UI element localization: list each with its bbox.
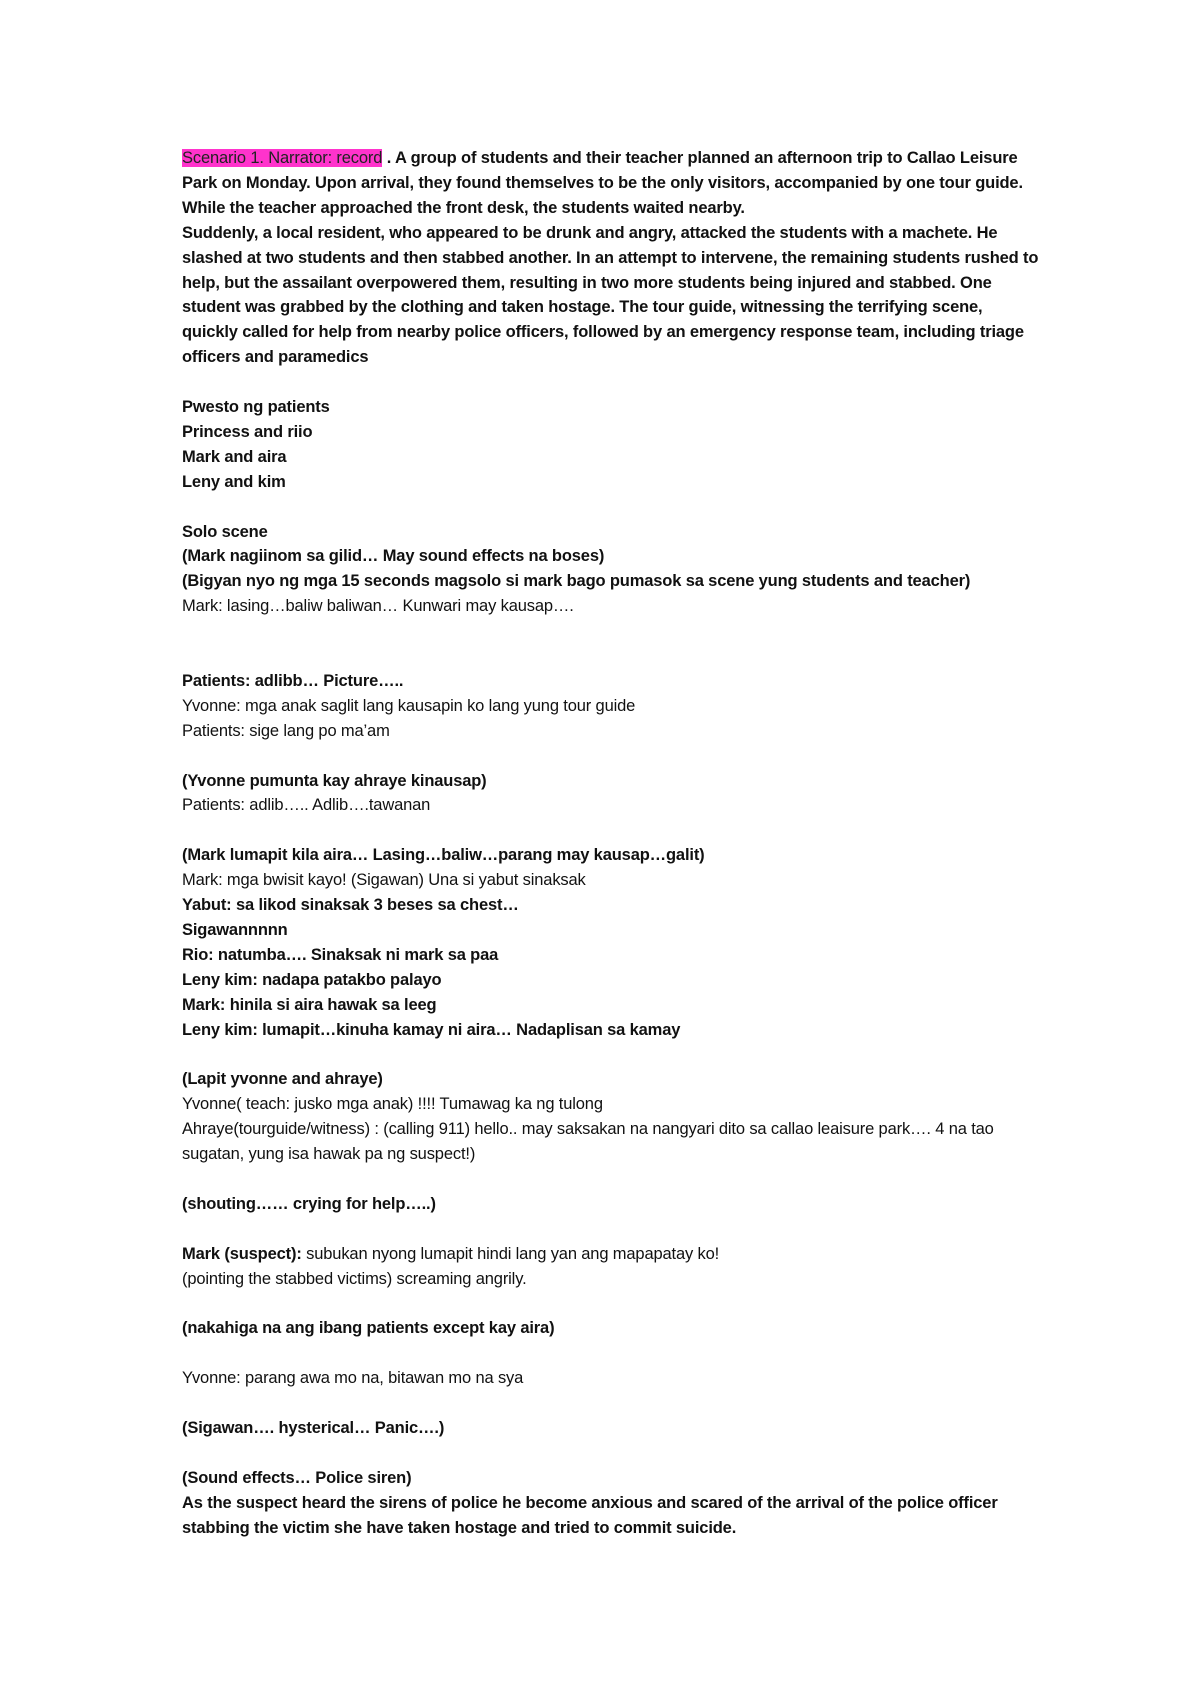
- pwesto-line: Princess and riio: [182, 422, 313, 441]
- pwesto-heading: Pwesto ng patients: [182, 398, 330, 417]
- dialogue-line: Mark: hinila si aira hawak sa leeg: [182, 995, 437, 1014]
- document-body: [182, 146, 1042, 1541]
- intro-paragraph: [182, 146, 1042, 221]
- intro-text: . A group of students and their teacher planned an afternoon trip to Callao Leisure Park on Monday. Upon arrival, they found themselves to be the only visitors, accompanied by one tour guide. While the teacher approached the front desk, the students waited nearby.: [182, 149, 1023, 217]
- stage-direction: (Yvonne pumunta kay ahraye kinausap): [182, 771, 487, 790]
- stage-direction: (nakahiga na ang ibang patients except kay aira): [182, 1319, 555, 1338]
- narration-line: As the suspect heard the sirens of police he become anxious and scared of the arrival of the police officer stabbing the victim she have taken hostage and tried to commit suicide.: [182, 1493, 998, 1537]
- dialogue-line: Rio: natumba…. Sinaksak ni mark sa paa: [182, 945, 499, 964]
- speech-text: subukan nyong lumapit hindi lang yan ang mapapatay ko!: [301, 1244, 720, 1263]
- dialogue-line: Leny kim: nadapa patakbo palayo: [182, 970, 442, 989]
- spacer: [182, 495, 1042, 520]
- dialogue-line: Yvonne: parang awa mo na, bitawan mo na sya: [182, 1369, 524, 1388]
- dialogue-line: Ahraye(tourguide/witness) : (calling 911) hello.. may saksakan na nangyari dito sa callao leaisure park…. 4 na tao sugatan, yung isa hawak pa ng suspect!): [182, 1120, 994, 1164]
- dialogue-line: Patients: sige lang po ma’am: [182, 721, 390, 740]
- spacer: [182, 744, 1042, 769]
- pwesto-line: Mark and aira: [182, 447, 287, 466]
- dialogue-line: Yvonne: mga anak saglit lang kausapin ko lang yung tour guide: [182, 696, 636, 715]
- spacer: [182, 1217, 1042, 1242]
- dialogue-line: Sigawannnnn: [182, 921, 288, 939]
- solo-heading: Solo scene: [182, 522, 268, 541]
- stage-direction: (shouting…… crying for help…..): [182, 1194, 436, 1213]
- stage-direction: (Sigawan…. hysterical… Panic….): [182, 1419, 445, 1438]
- dialogue-line: Yvonne( teach: jusko mga anak) !!!! Tumawag ka ng tulong: [182, 1095, 603, 1114]
- spacer: [182, 1341, 1042, 1366]
- dialogue-line: Patients: adlibb… Picture…..: [182, 671, 404, 690]
- stage-direction: (Lapit yvonne and ahraye): [182, 1070, 383, 1089]
- pwesto-line: Leny and kim: [182, 472, 286, 491]
- stage-direction: (Sound effects… Police siren): [182, 1468, 412, 1487]
- spacer: [182, 644, 1042, 669]
- narration-paragraph: Suddenly, a local resident, who appeared to be drunk and angry, attacked the students with a machete. He slashed at two students and then stabbed another. In an attempt to intervene, the remaining students rushed to help, but the assailant overpowered them, resulting in two more students being injured and stabbed. One student was grabbed by the clothing and taken hostage. The tour guide, witnessing the terrifying scene, quickly called for help from nearby police officers, followed by an emergency response team, including triage officers and paramedics: [182, 223, 1039, 367]
- dialogue-line: Leny kim: lumapit…kinuha kamay ni aira… Nadaplisan sa kamay: [182, 1020, 681, 1039]
- dialogue-line: Mark: lasing…baliw baliwan… Kunwari may kausap….: [182, 597, 574, 616]
- dialogue-line: Yabut: sa likod sinaksak 3 beses sa chest…: [182, 896, 519, 915]
- dialogue-line: (pointing the stabbed victims) screaming angrily.: [182, 1269, 527, 1288]
- stage-direction: (Bigyan nyo ng mga 15 seconds magsolo si mark bago pumasok sa scene yung students and teacher): [182, 572, 971, 591]
- spacer: [182, 1043, 1042, 1068]
- stage-direction: (Mark lumapit kila aira… Lasing…baliw…parang may kausap…galit): [182, 846, 705, 865]
- highlighted-heading: Scenario 1. Narrator: record: [182, 149, 383, 167]
- spacer: [182, 1391, 1042, 1416]
- speaker-label: Mark (suspect):: [182, 1244, 302, 1263]
- spacer: [182, 619, 1042, 644]
- dialogue-line: [182, 1242, 1042, 1267]
- spacer: [182, 1292, 1042, 1317]
- dialogue-line: Mark: mga bwisit kayo! (Sigawan) Una si yabut sinaksak: [182, 871, 586, 890]
- dialogue-line: Patients: adlib….. Adlib….tawanan: [182, 796, 431, 815]
- spacer: [182, 1441, 1042, 1466]
- spacer: [182, 1167, 1042, 1192]
- spacer: [182, 370, 1042, 395]
- spacer: [182, 818, 1042, 843]
- stage-direction: (Mark nagiinom sa gilid… May sound effects na boses): [182, 547, 605, 566]
